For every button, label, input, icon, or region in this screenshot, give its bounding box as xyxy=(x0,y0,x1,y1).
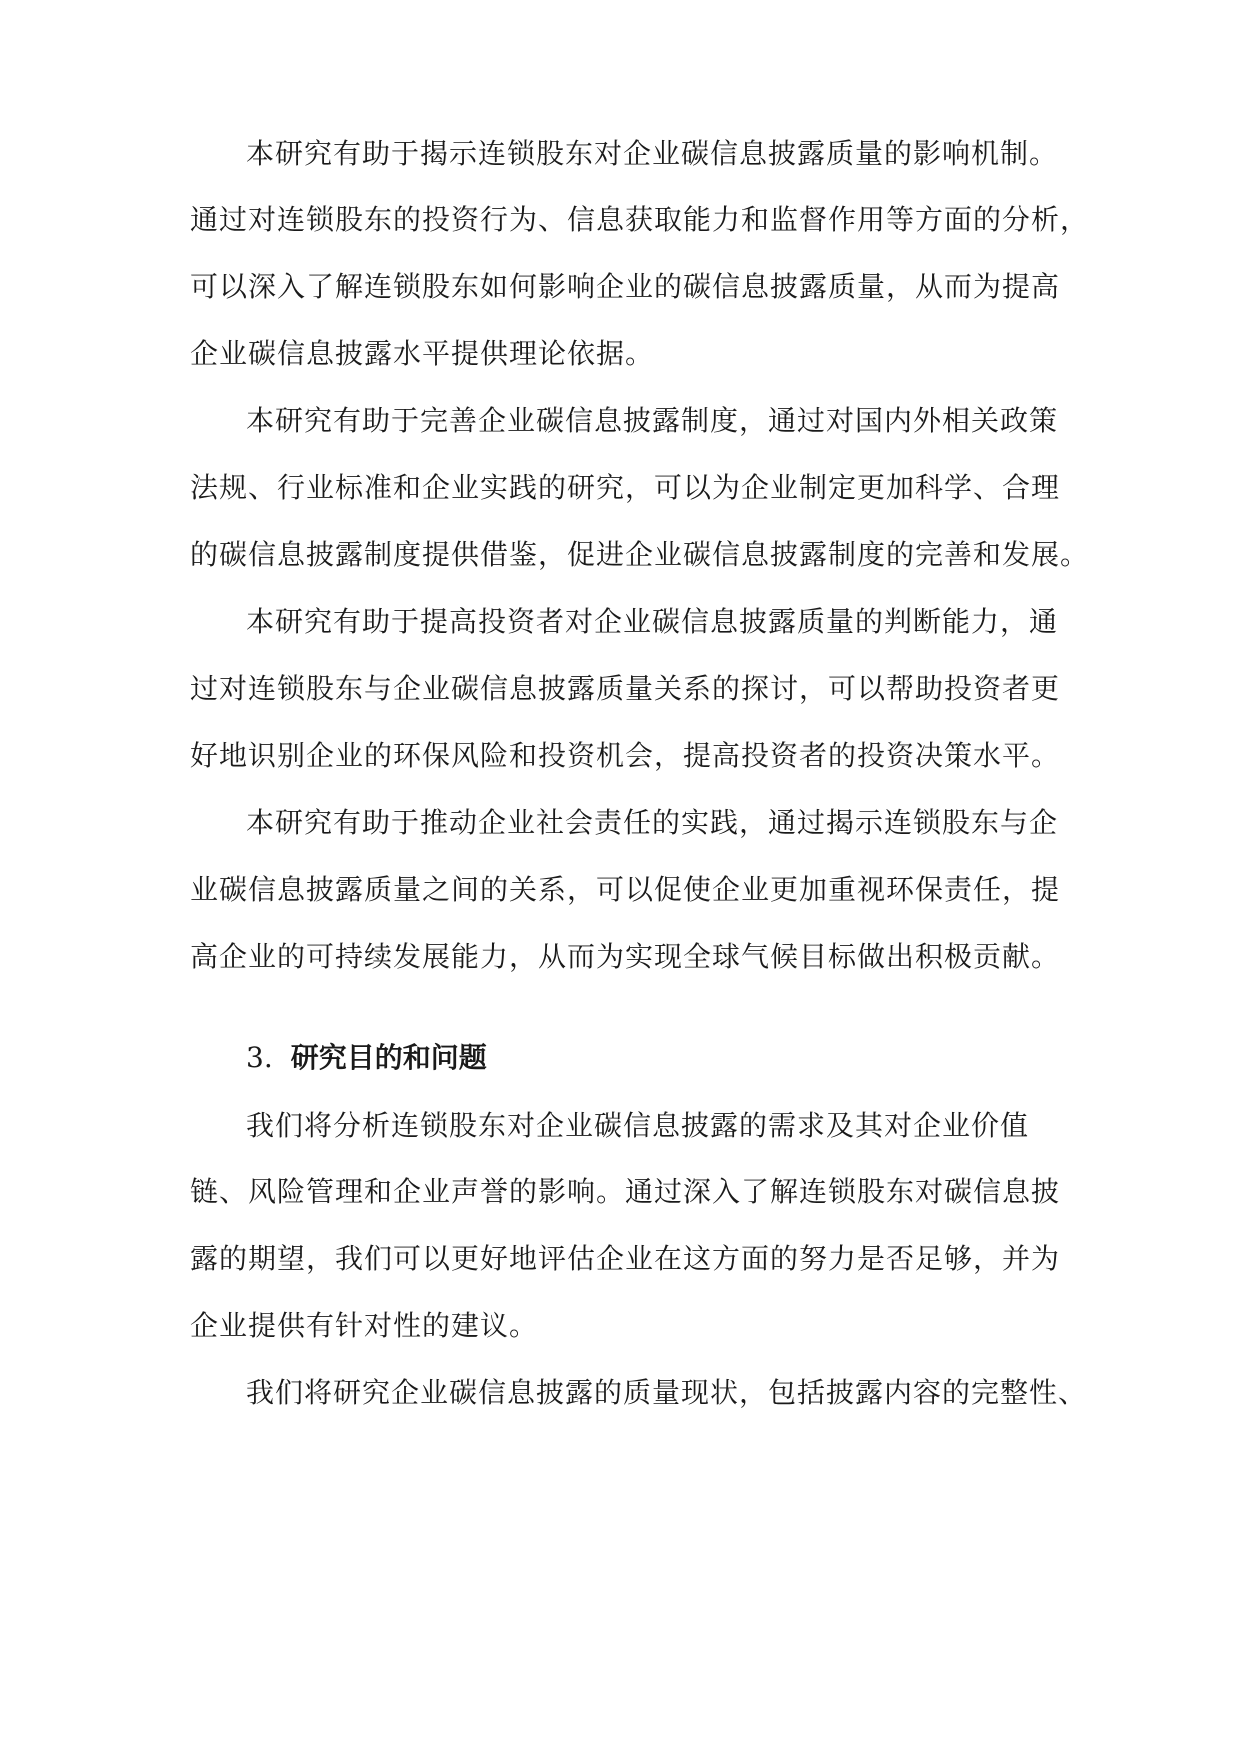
paragraph-3-line-1: 本研究有助于提高投资者对企业碳信息披露质量的判断能力，通 xyxy=(246,605,1059,638)
section-paragraph-1-line-3: 露的期望，我们可以更好地评估企业在这方面的努力是否足够，并为 xyxy=(190,1242,1061,1275)
paragraph-1-line-4: 企业碳信息披露水平提供理论依据。 xyxy=(190,337,655,370)
paragraph-4-line-2: 业碳信息披露质量之间的关系，可以促使企业更加重视环保责任，提 xyxy=(190,873,1061,906)
paragraph-2-line-2: 法规、行业标准和企业实践的研究，可以为企业制定更加科学、合理 xyxy=(190,471,1061,504)
section-paragraph-2-line-1: 我们将研究企业碳信息披露的质量现状，包括披露内容的完整性、 xyxy=(246,1376,1088,1409)
paragraph-2-line-1: 本研究有助于完善企业碳信息披露制度，通过对国内外相关政策 xyxy=(246,404,1059,437)
section-number: 3. xyxy=(246,1041,273,1074)
section-paragraph-1-line-2: 链、风险管理和企业声誉的影响。通过深入了解连锁股东对碳信息披 xyxy=(190,1175,1061,1208)
section-title: 研究目的和问题 xyxy=(290,1041,487,1074)
section-paragraph-1-line-4: 企业提供有针对性的建议。 xyxy=(190,1309,539,1342)
section-heading xyxy=(246,1038,487,1078)
paragraph-1-line-2: 通过对连锁股东的投资行为、信息获取能力和监督作用等方面的分析， xyxy=(190,203,1090,236)
paragraph-2-line-3: 的碳信息披露制度提供借鉴，促进企业碳信息披露制度的完善和发展。 xyxy=(190,538,1090,571)
paragraph-4-line-1: 本研究有助于推动企业社会责任的实践，通过揭示连锁股东与企 xyxy=(246,806,1059,839)
paragraph-3-line-3: 好地识别企业的环保风险和投资机会，提高投资者的投资决策水平。 xyxy=(190,739,1061,772)
paragraph-1-line-1: 本研究有助于揭示连锁股东对企业碳信息披露质量的影响机制。 xyxy=(246,137,1059,170)
paragraph-1-line-3: 可以深入了解连锁股东如何影响企业的碳信息披露质量，从而为提高 xyxy=(190,270,1061,303)
section-paragraph-1-line-1: 我们将分析连锁股东对企业碳信息披露的需求及其对企业价值 xyxy=(246,1109,1030,1142)
paragraph-3-line-2: 过对连锁股东与企业碳信息披露质量关系的探讨，可以帮助投资者更 xyxy=(190,672,1061,705)
paragraph-4-line-3: 高企业的可持续发展能力，从而为实现全球气候目标做出积极贡献。 xyxy=(190,940,1061,973)
